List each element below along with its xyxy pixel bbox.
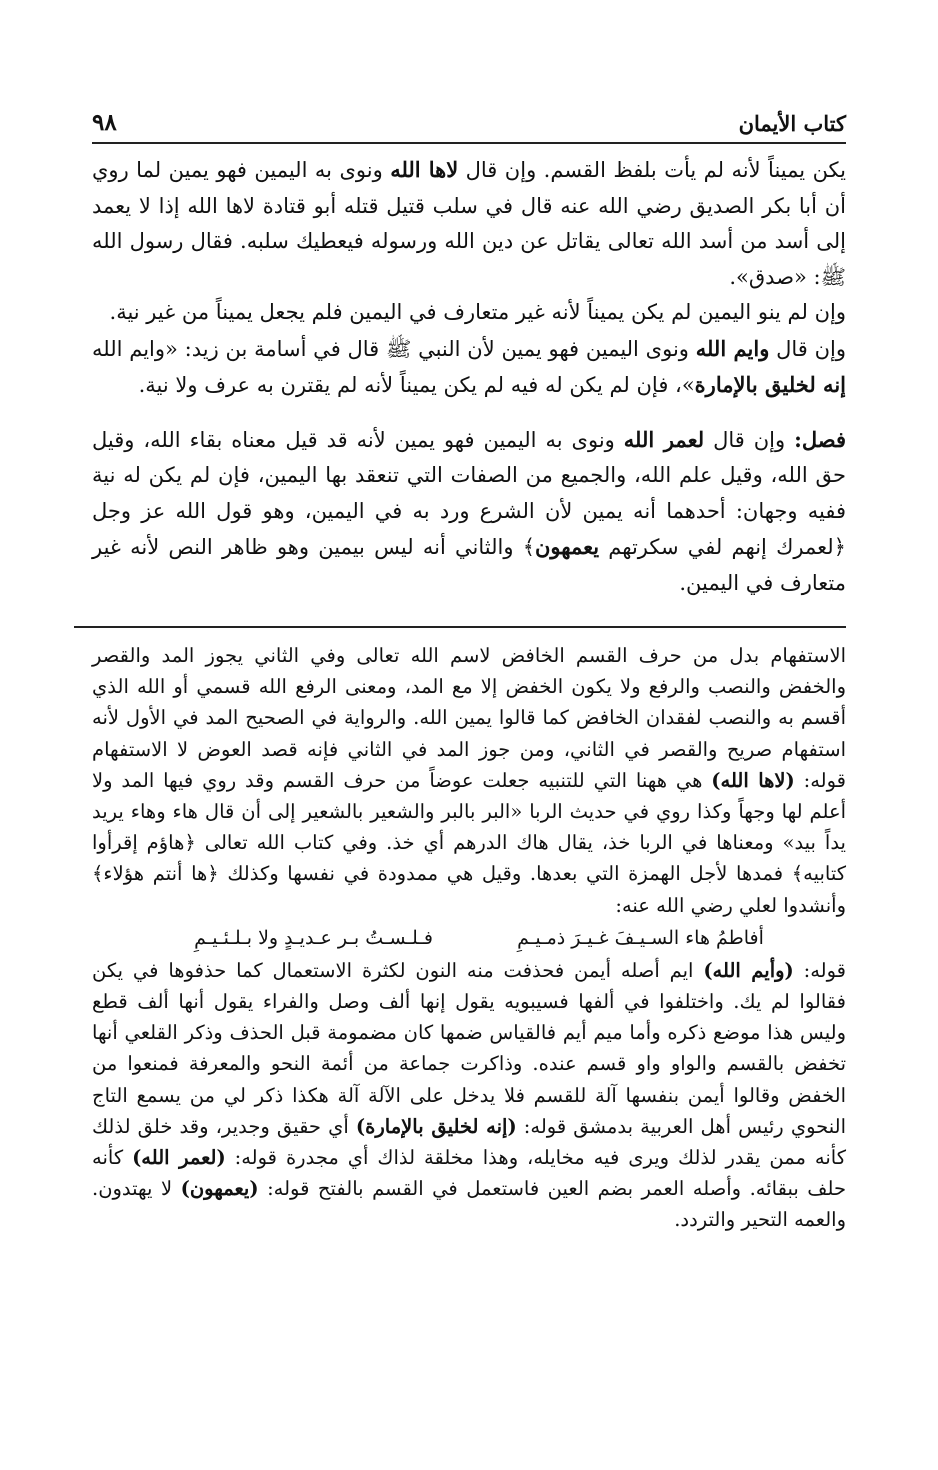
- text-run: لا يهتدون. والعمه التحير والتردد.: [92, 1177, 846, 1232]
- page-number: ٩٨: [92, 109, 117, 136]
- main-text: [92, 152, 846, 601]
- footnote-paragraph: [92, 640, 846, 921]
- bold-term: (لاها الله): [711, 768, 795, 792]
- text-run: هي ههنا التي للتنبيه جعلت عوضاً من حرف القسم وقد روي فيها المد ولا أعلم لها وجهاً وكذا روي في حديث الربا «البر بالبر والشعير بالشعير إلى أن قال هاء وهاء يريد يداً بيد» ومعناها في الربا خذ، يقال هاك الدرهم أي خذ. وفي كتاب الله تعالى ﴿هاؤم إقرأوا كتابيه﴾ فمدها لأجل الهمزة التي بعدها. وقيل هي ممدودة في نفسها وكذلك ﴿ها أنتم هؤلاء﴾ وأنشدوا لعلي رضي الله عنه:: [92, 768, 846, 917]
- section-paragraph: [92, 422, 846, 602]
- bold-term: يعمهون: [535, 534, 600, 559]
- bold-term: (لعمر الله): [132, 1146, 226, 1170]
- text-run: ونوى اليمين فهو يمين لأن النبي ﷺ قال في أسامة بن زيد: «وايم الله: [92, 336, 696, 361]
- bold-term: وايم الله: [695, 335, 770, 361]
- text-run: »، فإن لم يكن له فيه لم يكن يميناً لأنه لم يقترن به عرف ولا نية.: [138, 373, 695, 397]
- footnote-paragraph: [92, 955, 846, 1236]
- chapter-title: كتاب الأيمان: [738, 111, 846, 136]
- text-run: أي حقيق وجدير، وقد خلق لذلك كأنه ممن يقدر لذلك ويرى فيه مخايله، وهذا مخلقة لذاك أي مجدرة قوله:: [92, 1114, 846, 1170]
- bold-term: لعمر الله: [623, 426, 705, 452]
- bold-term: (يعمهون): [180, 1177, 259, 1201]
- bold-term: إنه لخليق بالإمارة: [694, 372, 846, 397]
- page-header: [92, 100, 846, 144]
- text-run: قوله:: [793, 958, 846, 982]
- main-paragraph: [92, 152, 846, 295]
- bold-term: فصل:: [794, 426, 847, 452]
- bold-term: (وأيم الله): [703, 958, 794, 982]
- text-run: ﴾ والثاني أنه ليس بيمين وهو ظاهر النص لأنه غير متعارف في اليمين.: [92, 535, 846, 595]
- text-run: الاستفهام بدل من حرف القسم الخافض لاسم الله تعالى وفي الثاني يجوز المد والقصر والخفض والنصب والرفع ولا يكون الخفض إلا مع المد، ومعنى الرفع الله قسمي أو الله الذي أقسم به والنصب لفقدان الخافض كما قالوا يمين الله. والرواية في الصحيح المد في الأول لأنه استفهام صريح والقصر في الثاني، ومن جوز المد في الثاني فإنه قصد العوض لا الاستفهام قوله:: [92, 644, 846, 792]
- text-run: ونوى به اليمين فهو يمين لما روي أن أبا بكر الصديق رضي الله عنه قال في سلب قتيل قتله أبو قتادة لاها الله إذا لا يعمد إلى أسد من أسد الله تعالى يقاتل عن دين الله ورسوله فيعطيك سلبه. فقال رسول الله ﷺ: «صدق».: [92, 158, 846, 289]
- text-run: كأنه حلف ببقائه. وأصله العمر بضم العين فاستعمل في القسم بالفتح قوله:: [92, 1146, 846, 1201]
- text-run: وإن قال: [704, 427, 795, 452]
- text-run: ونوى به اليمين فهو يمين لأنه قد قيل معناه بقاء الله، وقيل حق الله، وقيل علم الله، والجميع من الصفات التي تنعقد بها اليمين، فإن لم يكن له نية ففيه وجهان: أحدهما أنه يمين لأن الشرع ورد به في اليمين، وهو قول الله عز وجل ﴿لعمرك إنهم لفي سكرتهم: [92, 427, 846, 559]
- text-run: يكن يميناً لأنه لم يأت بلفظ القسم. وإن قال: [458, 158, 846, 182]
- bold-term: لاها الله: [390, 157, 459, 182]
- footnote-separator: [74, 626, 846, 628]
- text-run: وإن قال: [769, 336, 846, 361]
- main-paragraph: [92, 331, 846, 404]
- text-run: ايم أصله أيمن فحذفت منه النون لكثرة الاستعمال كما حذفوها في يكن فقالوا لم يك. واختلفوا في ألفها فسيبويه يقول إنها ألف وصل والفراء يقول أنها ألف قطع وليس هذا موضع ذكره وأما ميم أيم فالقياس ضمها كان مضمومة قبل الحذف وذكر القلعي أنها تخفض بالقسم والواو واو قسم عنده. وذاكرت جماعة من أئمة النحو والمعرفة فمنعوا من الخفض وقالوا أيمن بنفسها آلة للقسم فلا يدخل على الآلة آلة هكذا ذكر لي من يسمع التاج النحوي رئيس أهل العربية بدمشق قوله:: [92, 958, 846, 1138]
- verse-second-hemistich: فـلـسـتُ بـر عـديـدٍ ولا بـلـئـيـمِ: [194, 926, 433, 949]
- main-paragraph: وإن لم ينو اليمين لم يكن يميناً لأنه غير متعارف في اليمين فلم يجعل يميناً من غير نية.: [109, 300, 846, 324]
- poem-verse: [92, 921, 846, 955]
- bold-term: (إنه لخليق بالإمارة): [355, 1114, 517, 1138]
- verse-first-hemistich: أفاطمُ هاء السـيـفَ غـيـرَ ذمـيـمِ: [517, 926, 764, 949]
- footnotes: [92, 640, 846, 1236]
